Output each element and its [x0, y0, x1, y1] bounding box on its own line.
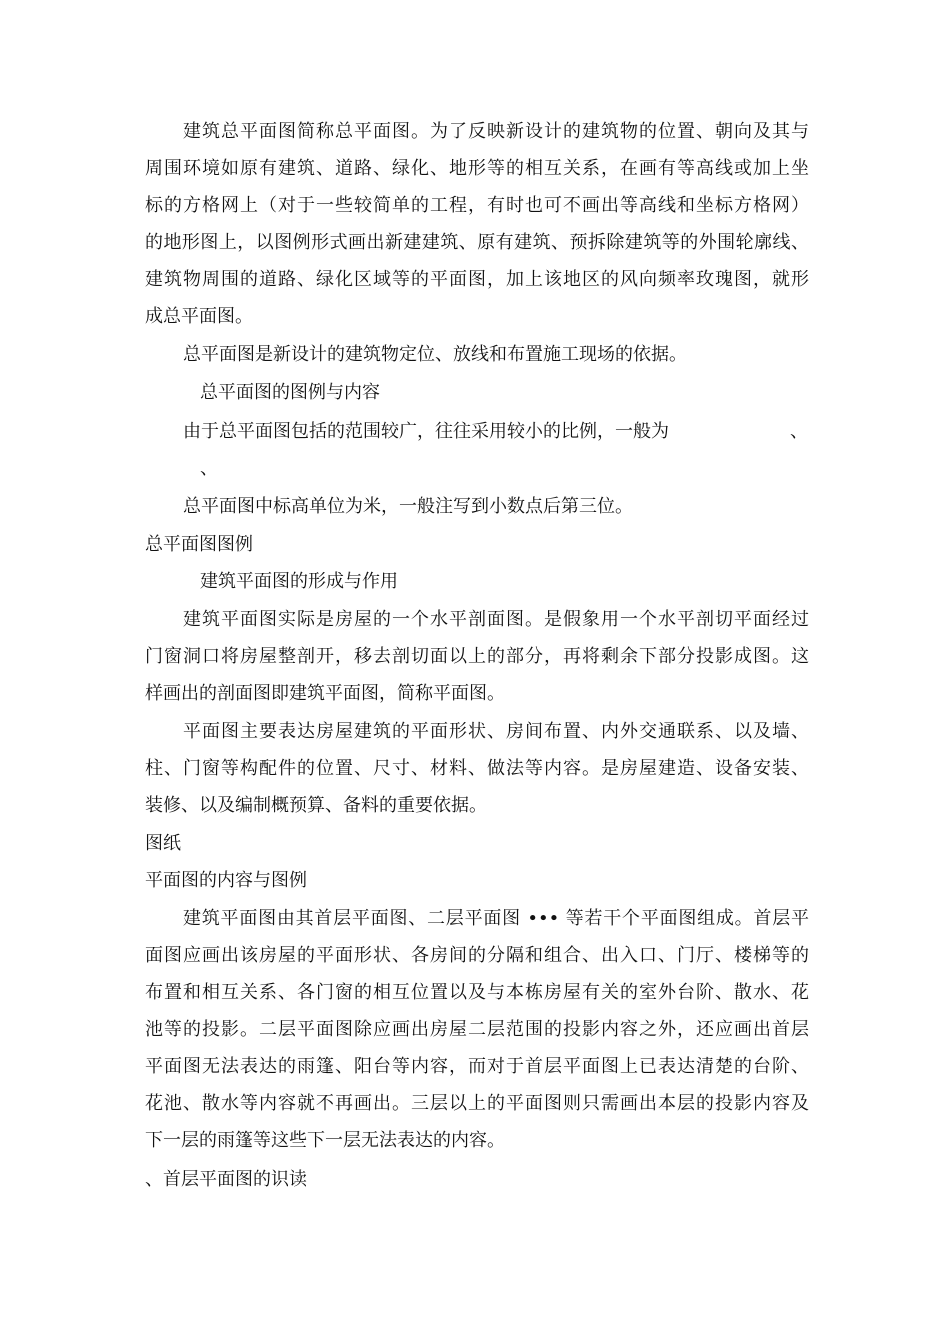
paragraph-line: 成总平面图。 [145, 306, 253, 327]
separator-mark: 、 [790, 421, 808, 442]
paragraph-line: 下一层的雨篷等这些下一层无法表达的内容。 [145, 1130, 505, 1151]
paragraph-line: 平面图主要表达房屋建筑的平面形状、房间布置、内外交通联系、以及墙、 [183, 721, 809, 742]
paragraph-line: 样画出的剖面图即建筑平面图，简称平面图。 [145, 683, 505, 704]
separator-mark: 、 [200, 458, 218, 479]
paragraph-line: 门窗洞口将房屋整剖开，移去剖切面以上的部分，再将剩余下部分投影成图。这 [145, 646, 809, 667]
section-heading: 平面图的内容与图例 [145, 870, 307, 891]
section-heading: 图纸 [145, 833, 181, 854]
paragraph-line: 标的方格网上（对于一些较简单的工程，有时也可不画出等高线和坐标方格网） [145, 195, 809, 216]
paragraph-line: 建筑物周围的道路、绿化区域等的平面图，加上该地区的风向频率玫瑰图，就形 [145, 269, 809, 290]
paragraph-line: 平面图无法表达的雨篷、阳台等内容，而对于首层平面图上已表达清楚的台阶、 [145, 1056, 809, 1077]
paragraph-line: 花池、散水等内容就不再画出。三层以上的平面图则只需画出本层的投影内容及 [145, 1093, 809, 1114]
paragraph-line: 布置和相互关系、各门窗的相互位置以及与本栋房屋有关的室外台阶、散水、花 [145, 982, 809, 1003]
section-heading: 总平面图的图例与内容 [200, 382, 380, 403]
paragraph-line: 由于总平面图包括的范围较广，往往采用较小的比例，一般为 [183, 421, 669, 442]
paragraph-line: 面图应画出该房屋的平面形状、各房间的分隔和组合、出入口、门厅、楼梯等的 [145, 945, 809, 966]
section-heading: 、首层平面图的识读 [145, 1169, 307, 1190]
paragraph-line: 建筑总平面图简称总平面图。为了反映新设计的建筑物的位置、朝向及其与 [183, 121, 809, 142]
paragraph-line: 建筑平面图实际是房屋的一个水平剖面图。是假象用一个水平剖切平面经过 [183, 609, 809, 630]
section-heading: 总平面图图例 [145, 534, 253, 555]
paragraph-line: 的地形图上，以图例形式画出新建建筑、原有建筑、预拆除建筑等的外围轮廓线、 [145, 232, 809, 253]
paragraph-line: 周围环境如原有建筑、道路、绿化、地形等的相互关系，在画有等高线或加上坐 [145, 158, 809, 179]
paragraph-line: 总平面图是新设计的建筑物定位、放线和布置施工现场的依据。 [183, 344, 687, 365]
paragraph-line: 装修、以及编制概预算、备料的重要依据。 [145, 795, 487, 816]
paragraph-line: 池等的投影。二层平面图除应画出房屋二层范围的投影内容之外，还应画出首层 [145, 1019, 809, 1040]
section-heading: 建筑平面图的形成与作用 [200, 571, 398, 592]
paragraph-line: 柱、门窗等构配件的位置、尺寸、材料、做法等内容。是房屋建造、设备安装、 [145, 758, 809, 779]
paragraph-line: 建筑平面图由其首层平面图、二层平面图 ••• 等若干个平面图组成。首层平 [183, 908, 809, 929]
paragraph-line: 总平面图中标高单位为米，一般注写到小数点后第三位。 [183, 496, 633, 517]
